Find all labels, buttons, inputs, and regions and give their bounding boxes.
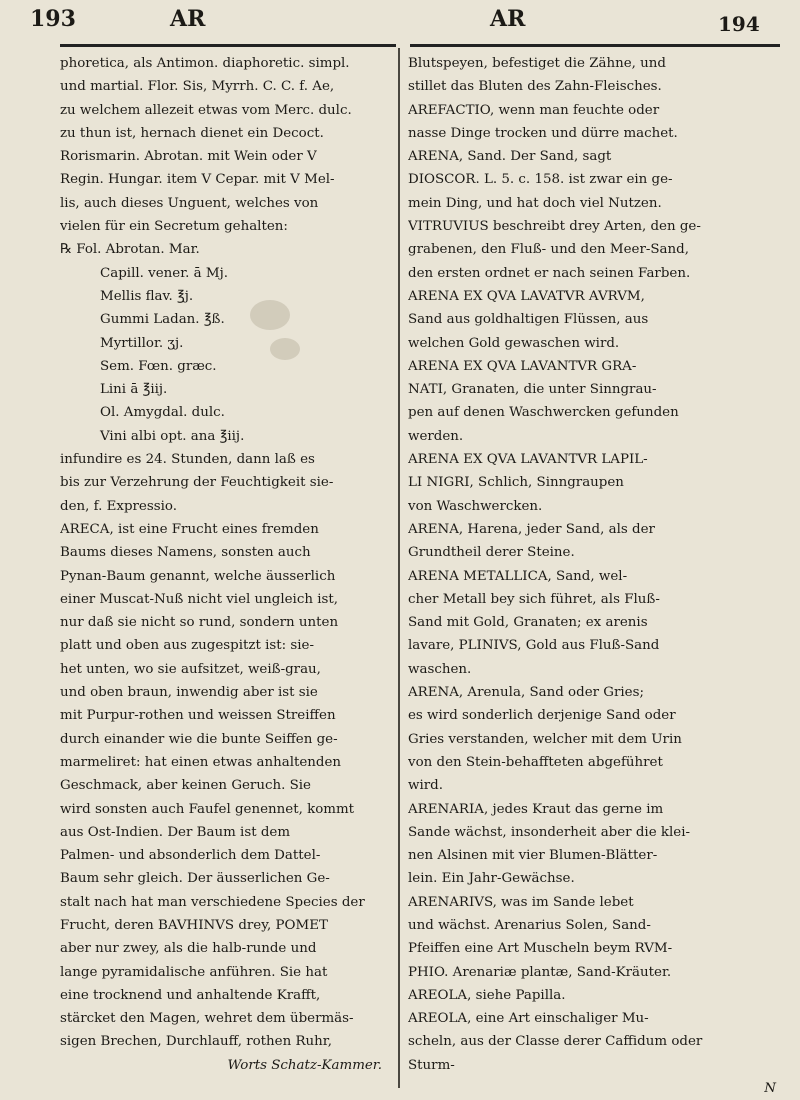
text-line: Regin. Hungar. item V Cepar. mit V Mel- bbox=[60, 172, 335, 188]
text-line: von den Stein-behaffteten abgeführet bbox=[408, 754, 663, 770]
text-line: Palmen- und absonderlich dem Dattel- bbox=[60, 848, 321, 864]
text-line: Gummi Ladan. ℥ß. bbox=[100, 312, 225, 328]
text-line: Ol. Amygdal. dulc. bbox=[100, 405, 225, 421]
text-line: DIOSCOR. L. 5. c. 158. ist zwar ein ge- bbox=[408, 172, 673, 188]
text-line: marmeliret: hat einen etwas anhaltenden bbox=[60, 754, 342, 770]
text-line: cher Metall bey sich führet, als Fluß- bbox=[408, 591, 660, 607]
text-line: Sande wächst, insonderheit aber die klei- bbox=[408, 824, 691, 840]
text-line: ARENA, Arenula, Sand oder Gries; bbox=[408, 685, 644, 701]
text-line: Capill. vener. ā Mj. bbox=[100, 265, 229, 281]
text-line: lein. Ein Jahr-Gewächse. bbox=[408, 871, 575, 887]
text-line: Sturm- bbox=[408, 1057, 455, 1073]
text-line: AREOLA, siehe Papilla. bbox=[408, 987, 566, 1003]
text-line: durch einander wie die bunte Seiffen ge- bbox=[60, 731, 338, 747]
text-line: eine trocknend und anhaltende Krafft, bbox=[60, 987, 321, 1003]
text-line: zu thun ist, hernach dienet ein Decoct. bbox=[60, 125, 324, 141]
text-line: Myrtillor. ʒj. bbox=[100, 335, 184, 351]
text-line: wird sonsten auch Faufel genennet, kommt bbox=[60, 801, 355, 817]
text-line: nur daß sie nicht so rund, sondern unten bbox=[60, 615, 339, 631]
catchword: Worts Schatz-Kammer. bbox=[227, 1057, 382, 1073]
text-line: ARENA EX QVA LAVANTVR LAPIL- bbox=[408, 452, 648, 468]
text-line: werden. bbox=[408, 428, 464, 444]
text-line: lange pyramidalische anführen. Sie hat bbox=[60, 964, 328, 980]
text-line: Grundtheil derer Steine. bbox=[408, 545, 575, 561]
text-line: lis, auch dieses Unguent, welches von bbox=[60, 195, 319, 211]
text-line: Vini albi opt. ana ℥iij. bbox=[100, 428, 245, 444]
text-line: VITRUVIUS beschreibt drey Arten, den ge- bbox=[408, 219, 701, 235]
right-page-number: 194 bbox=[718, 12, 760, 36]
text-line: Gries verstanden, welcher mit dem Urin bbox=[408, 731, 682, 747]
text-line: het unten, wo sie aufsitzet, weiß-grau, bbox=[60, 661, 321, 677]
text-line: ARENA EX QVA LAVATVR AVRVM, bbox=[408, 288, 645, 304]
text-line: Baum sehr gleich. Der äusserlichen Ge- bbox=[60, 871, 330, 887]
text-line: Lini ā ℥iij. bbox=[100, 382, 168, 398]
text-line: ARENARIVS, was im Sande lebet bbox=[408, 894, 634, 910]
text-line: Pfeiffen eine Art Muscheln beym RVM- bbox=[408, 941, 673, 957]
text-line: Sand aus goldhaltigen Flüssen, aus bbox=[408, 312, 649, 328]
left-page-number: 193 bbox=[30, 6, 76, 32]
text-line: Geschmack, aber keinen Geruch. Sie bbox=[60, 778, 311, 794]
text-line: AREOLA, eine Art einschaliger Mu- bbox=[408, 1011, 649, 1027]
text-line: sigen Brechen, Durchlauff, rothen Ruhr, bbox=[60, 1034, 332, 1050]
left-running-head: AR bbox=[170, 6, 206, 32]
text-line: pen auf denen Waschwercken gefunden bbox=[408, 405, 679, 421]
text-line: Baums dieses Namens, sonsten auch bbox=[60, 545, 311, 561]
text-line: ℞ Fol. Abrotan. Mar. bbox=[60, 242, 200, 258]
text-line: Pynan-Baum genannt, welche äusserlich bbox=[60, 568, 336, 584]
text-line: infundire es 24. Stunden, dann laß es bbox=[60, 452, 315, 468]
text-line: von Waschwercken. bbox=[408, 498, 543, 514]
text-line: Frucht, deren BAVHINVS drey, POMET bbox=[60, 917, 328, 933]
right-column bbox=[408, 52, 784, 1100]
text-line: phoretica, als Antimon. diaphoretic. simpl. bbox=[60, 56, 350, 71]
text-line: stalt nach hat man verschiedene Species der bbox=[60, 894, 365, 910]
text-line: mein Ding, und hat doch viel Nutzen. bbox=[408, 195, 662, 211]
text-line: ARENARIA, jedes Kraut das gerne im bbox=[408, 801, 664, 817]
text-line: den ersten ordnet er nach seinen Farben. bbox=[408, 265, 691, 281]
page-header bbox=[0, 0, 800, 48]
text-line: stillet das Bluten des Zahn-Fleisches. bbox=[408, 79, 662, 95]
text-line: und martial. Flor. Sis, Myrrh. C. C. f. Ae, bbox=[60, 79, 335, 95]
text-line: einer Muscat-Nuß nicht viel ungleich ist, bbox=[60, 591, 339, 607]
left-column bbox=[60, 52, 390, 1077]
text-line: lavare, PLINIVS, Gold aus Fluß-Sand bbox=[408, 638, 660, 654]
text-line: AREFACTIO, wenn man feuchte oder bbox=[408, 102, 660, 118]
text-line: aus Ost-Indien. Der Baum ist dem bbox=[60, 824, 291, 840]
text-line: es wird sonderlich derjenige Sand oder bbox=[408, 708, 676, 724]
text-line: aber nur zwey, als die halb-runde und bbox=[60, 941, 317, 957]
text-line: mit Purpur-rothen und weissen Streiffen bbox=[60, 708, 336, 724]
text-line: Sem. Fœn. græc. bbox=[100, 358, 217, 374]
text-line: zu welchem allezeit etwas vom Merc. dulc. bbox=[60, 102, 352, 118]
text-line: stärcket den Magen, wehret dem übermäs- bbox=[60, 1011, 354, 1027]
text-line: bis zur Verzehrung der Feuchtigkeit sie- bbox=[60, 475, 334, 491]
text-line: Mellis flav. ℥j. bbox=[100, 288, 194, 304]
text-line: den, f. Expressio. bbox=[60, 498, 177, 514]
text-line: LI NIGRI, Schlich, Sinngraupen bbox=[408, 475, 624, 491]
text-line: nasse Dinge trocken und dürre machet. bbox=[408, 125, 678, 141]
text-line: Blutspeyen, befestiget die Zähne, und bbox=[408, 56, 666, 71]
text-line: Rorismarin. Abrotan. mit Wein oder V bbox=[60, 149, 317, 165]
right-running-head: AR bbox=[490, 6, 526, 32]
text-line: ARENA EX QVA LAVANTVR GRA- bbox=[408, 358, 637, 374]
text-line: vielen für ein Secretum gehalten: bbox=[60, 219, 288, 235]
text-line: platt und oben aus zugespitzt ist: sie- bbox=[60, 638, 314, 654]
text-line: ARENA, Harena, jeder Sand, als der bbox=[408, 521, 655, 537]
text-line: scheln, aus der Classe derer Caffidum oder bbox=[408, 1034, 703, 1050]
text-line: waschen. bbox=[408, 661, 472, 677]
text-line: ARECA, ist eine Frucht eines fremden bbox=[60, 521, 319, 537]
text-line: NATI, Granaten, die unter Sinngrau- bbox=[408, 382, 657, 398]
text-line: nen Alsinen mit vier Blumen-Blätter- bbox=[408, 848, 658, 864]
text-line: PHIO. Arenariæ plantæ, Sand-Kräuter. bbox=[408, 964, 672, 980]
column-divider bbox=[398, 48, 400, 1088]
text-line: welchen Gold gewaschen wird. bbox=[408, 335, 620, 351]
header-rule-right bbox=[410, 44, 780, 47]
text-line: Sand mit Gold, Granaten; ex arenis bbox=[408, 615, 648, 631]
text-line: grabenen, den Fluß- und den Meer-Sand, bbox=[408, 242, 689, 258]
text-line: ARENA, Sand. Der Sand, sagt bbox=[408, 149, 612, 165]
text-line: und oben braun, inwendig aber ist sie bbox=[60, 685, 318, 701]
text-line: wird. bbox=[408, 778, 443, 794]
header-rule-left bbox=[60, 44, 396, 47]
text-line: ARENA METALLICA, Sand, wel- bbox=[408, 568, 628, 584]
catchword: N bbox=[764, 1081, 776, 1097]
text-line: und wächst. Arenarius Solen, Sand- bbox=[408, 917, 651, 933]
